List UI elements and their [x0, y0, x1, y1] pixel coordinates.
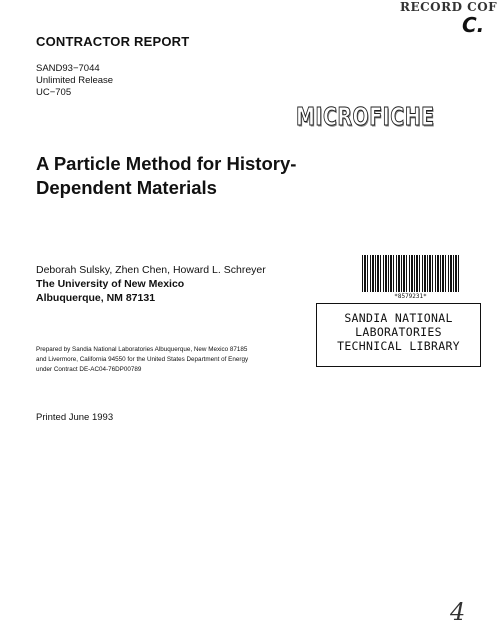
- author-institution: The University of New Mexico: [36, 278, 185, 290]
- copy-letter-mark: C.: [462, 13, 485, 37]
- prepared-line: under Contract DE-AC04-76DP00789: [36, 365, 142, 373]
- library-stamp: [316, 303, 481, 367]
- prepared-note: [36, 345, 248, 374]
- report-type: CONTRACTOR REPORT: [36, 34, 190, 49]
- author-names: Deborah Sulsky, Zhen Chen, Howard L. Schreyer: [36, 264, 266, 276]
- category-code: UC−705: [36, 87, 72, 98]
- record-copy-stamp: RECORD COF: [400, 0, 497, 14]
- stamp-line: LABORATORIES: [355, 325, 442, 339]
- barcode-number: *8579231*: [394, 293, 427, 300]
- author-location: Albuquerque, NM 87131: [36, 292, 156, 304]
- report-number: SAND93−7044: [36, 63, 100, 74]
- stamp-line: SANDIA NATIONAL: [344, 311, 453, 325]
- prepared-line: and Livermore, California 94550 for the United States Department of Energy: [36, 355, 249, 363]
- prepared-line: Prepared by Sandia National Laboratories Albuquerque, New Mexico 87185: [36, 346, 248, 353]
- document-title: A Particle Method for History-Dependent Materials: [36, 153, 297, 198]
- handwritten-page-mark: 4: [450, 598, 466, 626]
- release-status: Unlimited Release: [36, 75, 114, 86]
- microfiche-stamp: MICROFICHE: [296, 103, 435, 132]
- stamp-line: TECHNICAL LIBRARY: [337, 339, 460, 353]
- library-barcode: [362, 255, 459, 292]
- print-date: Printed June 1993: [36, 412, 114, 423]
- author-block: [36, 263, 266, 305]
